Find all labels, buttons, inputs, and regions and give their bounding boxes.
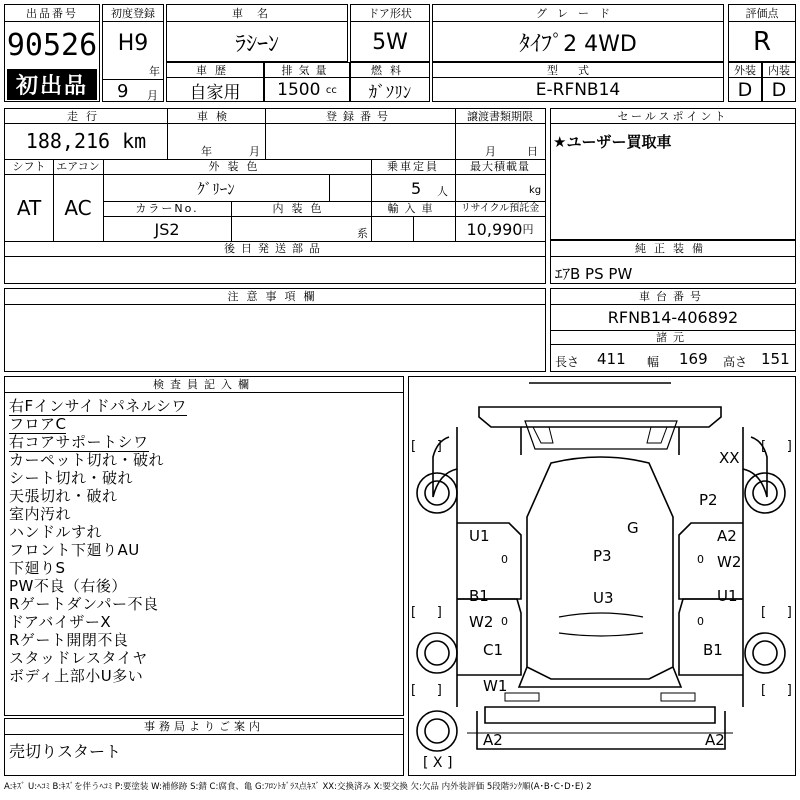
damage-mark: 0 (697, 553, 704, 566)
recycle-label: リサイクル預託金 (455, 201, 545, 217)
car-name: ﾗｼｰﾝ (234, 31, 279, 57)
inspector-box (4, 376, 404, 716)
damage-mark: P2 (699, 491, 718, 509)
model-type-box (432, 62, 724, 102)
damage-mark: W1 (483, 677, 508, 695)
fuel-box (350, 62, 430, 102)
sales-point-box (550, 108, 796, 240)
damage-mark: XX (719, 449, 740, 467)
exterior-grade: D (737, 79, 753, 101)
exterior-grade-box (728, 62, 762, 102)
inspector-line: PW不良（右後） (9, 577, 127, 595)
damage-mark: A2 (717, 527, 737, 545)
bracket-left-front: [ ] (411, 439, 442, 454)
damage-mark: 0 (501, 615, 508, 628)
mileage-value: 188,216 (25, 129, 111, 153)
first-listing-badge: 初出品 (7, 69, 97, 100)
inspection-year-unit: 年 (201, 145, 212, 158)
capacity-value: 5 (411, 179, 422, 198)
genuine-equipment-label: 純正装備 (551, 241, 795, 257)
inspector-line: ハンドルすれ (9, 523, 103, 541)
interior-grade-label: 内装 (763, 63, 795, 78)
inspector-line: カーペット切れ・破れ (9, 451, 165, 469)
registration-box (102, 4, 164, 102)
model-type: E-RFNB14 (535, 80, 621, 100)
damage-mark: W2 (717, 553, 742, 571)
recycle-unit: 円 (522, 223, 534, 236)
shift: AT (16, 196, 42, 220)
damage-mark: A2 (483, 731, 503, 749)
damage-mark: W2 (469, 613, 494, 631)
door-type: 5W (372, 29, 408, 55)
registration-month-unit: 月 (147, 89, 158, 102)
bracket-left-rear: [ ] (411, 683, 442, 698)
length-value: 411 (597, 350, 626, 368)
office-notice-box (4, 718, 404, 776)
registration-year (103, 22, 163, 64)
grade: ﾀｲﾌﾟ2 4WD (519, 31, 637, 57)
aircon: AC (64, 196, 92, 220)
score-label: 評価点 (729, 5, 795, 22)
max-load-unit: kg (529, 185, 542, 196)
displacement-label: 排気量 (265, 63, 349, 78)
door-type-box (350, 4, 430, 62)
height-value: 151 (761, 350, 790, 368)
damage-mark: C1 (483, 641, 504, 659)
grade-box (432, 4, 724, 62)
recycle-value: 10,990 (466, 219, 523, 239)
score: R (752, 27, 772, 57)
damage-mark: P3 (593, 547, 612, 565)
shift-label: シフト (5, 159, 53, 175)
lot-number: 90526 (6, 27, 98, 63)
inspector-line: Rゲートダンパー不良 (9, 595, 159, 613)
registration-year-value: 9 (134, 30, 149, 56)
inspector-line: 右コアサポートシワ (9, 433, 149, 451)
inspector-label: 検査員記入欄 (5, 377, 403, 393)
capacity-label: 乗車定員 (371, 159, 455, 175)
bracket-right-rear: [ ] (761, 683, 792, 698)
model-type-label: 型式 (433, 63, 723, 78)
car-name-box (166, 4, 348, 62)
registration-label: 初度登録 (103, 5, 163, 22)
import-label: 輸入車 (371, 201, 455, 217)
lot-number-box (4, 4, 100, 102)
mileage-unit: km (122, 129, 147, 153)
later-parts-label: 後日発送部品 (5, 241, 545, 257)
damage-mark: B1 (469, 587, 489, 605)
dimensions-label: 諸元 (551, 331, 795, 345)
car-name-label: 車名 (167, 5, 347, 22)
mileage-label: 走行 (5, 109, 167, 124)
damage-mark: U1 (717, 587, 738, 605)
notes-box (4, 288, 546, 372)
bracket-right-front: [ ] (761, 439, 792, 454)
inspector-line: シート切れ・破れ (9, 469, 134, 487)
sales-point-text: ★ユーザー買取車 (553, 133, 672, 151)
recycle (455, 217, 545, 241)
inspector-line: 天張切れ・破れ (9, 487, 118, 505)
history-label: 車歴 (167, 63, 263, 78)
exterior-color: ｸﾞﾘｰﾝ (197, 179, 235, 198)
damage-mark: U1 (469, 527, 490, 545)
interior-grade-box (762, 62, 796, 102)
transfer-day-unit: 日 (527, 145, 538, 158)
displacement-unit: cc (325, 84, 337, 96)
fuel: ｶﾞｿﾘﾝ (368, 82, 412, 102)
lot-number-label: 出品番号 (5, 5, 99, 22)
office-notice-text: 売切りスタート (9, 742, 122, 761)
mileage (5, 125, 167, 157)
sales-point-label: セールスポイント (551, 109, 795, 124)
plate-label: 登録番号 (265, 109, 455, 124)
transfer-month-unit: 月 (485, 145, 496, 158)
chassis-label: 車台番号 (551, 289, 795, 305)
registration-year-unit: 年 (149, 65, 160, 78)
color-no: JS2 (154, 219, 180, 239)
office-notice-label: 事務局よりご案内 (5, 719, 403, 735)
genuine-equipment: ｴｱB PS PW (555, 265, 633, 283)
damage-mark: 0 (697, 615, 704, 628)
damage-mark: 0 (501, 553, 508, 566)
displacement (265, 78, 349, 102)
registration-month: 9 (117, 81, 129, 102)
score-box (728, 4, 796, 62)
damage-mark: G (627, 519, 639, 537)
history-box (166, 62, 264, 102)
damage-mark: B1 (703, 641, 723, 659)
exterior-color-label: 外装色 (103, 159, 371, 175)
genuine-equipment-box (550, 240, 796, 284)
inspection-month-unit: 月 (249, 145, 260, 158)
displacement-value: 1500 (277, 80, 321, 100)
inspector-line: スタッドレスタイヤ (9, 649, 148, 667)
chassis-number: RFNB14-406892 (551, 305, 795, 331)
inspector-line: 右Fインサイドパネルシワ (9, 397, 187, 415)
grade-label: グレード (433, 5, 723, 22)
length-label: 長さ (555, 355, 580, 369)
inspector-line: フロント下廻りAU (9, 541, 140, 559)
width-label: 幅 (647, 355, 660, 369)
spec-table (4, 108, 546, 284)
inspector-line: ボディ上部小U多い (9, 667, 144, 685)
inspector-line: フロアC (9, 415, 67, 433)
transfer-deadline-label: 譲渡書類期限 (455, 109, 545, 124)
displacement-box (264, 62, 350, 102)
interior-color-label: 内装色 (231, 201, 371, 217)
notes-label: 注意事項欄 (5, 289, 545, 305)
damage-diagram-box (408, 376, 796, 776)
history: 自家用 (189, 82, 241, 102)
chassis-box (550, 288, 796, 372)
capacity-unit: 人 (437, 185, 448, 198)
interior-grade: D (771, 79, 787, 101)
max-load-label: 最大積載量 (455, 159, 545, 175)
registration-era: H (117, 30, 135, 56)
exterior-grade-label: 外装 (729, 63, 761, 78)
damage-mark: A2 (705, 731, 725, 749)
height-label: 高さ (723, 355, 748, 369)
color-no-label: カラーNo. (103, 201, 231, 217)
legend: A:ｷｽﾞ U:ﾍｺﾐ B:ｷｽﾞを伴うﾍｺﾐ P:要塗装 W:補修跡 S:錆 C:腐食、亀 G:ﾌﾛﾝﾄｶﾞﾗｽ点ｷｽﾞ XX:交換済み X:要交換 欠:欠品 内外装評価 5段階ﾗﾝｸ順(A･B･C･D･E) 2 (4, 782, 592, 792)
door-type-label: ドア形状 (351, 5, 429, 22)
inspector-line: 下廻りS (9, 559, 66, 577)
bracket-left-mid: [ ] (411, 605, 442, 620)
fuel-label: 燃料 (351, 63, 429, 78)
bracket-spare-tyre: [ X ] (423, 755, 453, 771)
car-damage-diagram (409, 377, 794, 774)
damage-mark: U3 (593, 589, 614, 607)
inspection-label: 車検 (167, 109, 265, 124)
width-value: 169 (679, 350, 708, 368)
inspector-line: 室内汚れ (9, 505, 72, 523)
inspector-line: ドアバイザーX (9, 613, 112, 631)
aircon-label: エアコン (53, 159, 103, 175)
interior-color-unit: 系 (357, 227, 368, 240)
inspector-line: Rゲート開閉不良 (9, 631, 129, 649)
bracket-right-mid: [ ] (761, 605, 792, 620)
